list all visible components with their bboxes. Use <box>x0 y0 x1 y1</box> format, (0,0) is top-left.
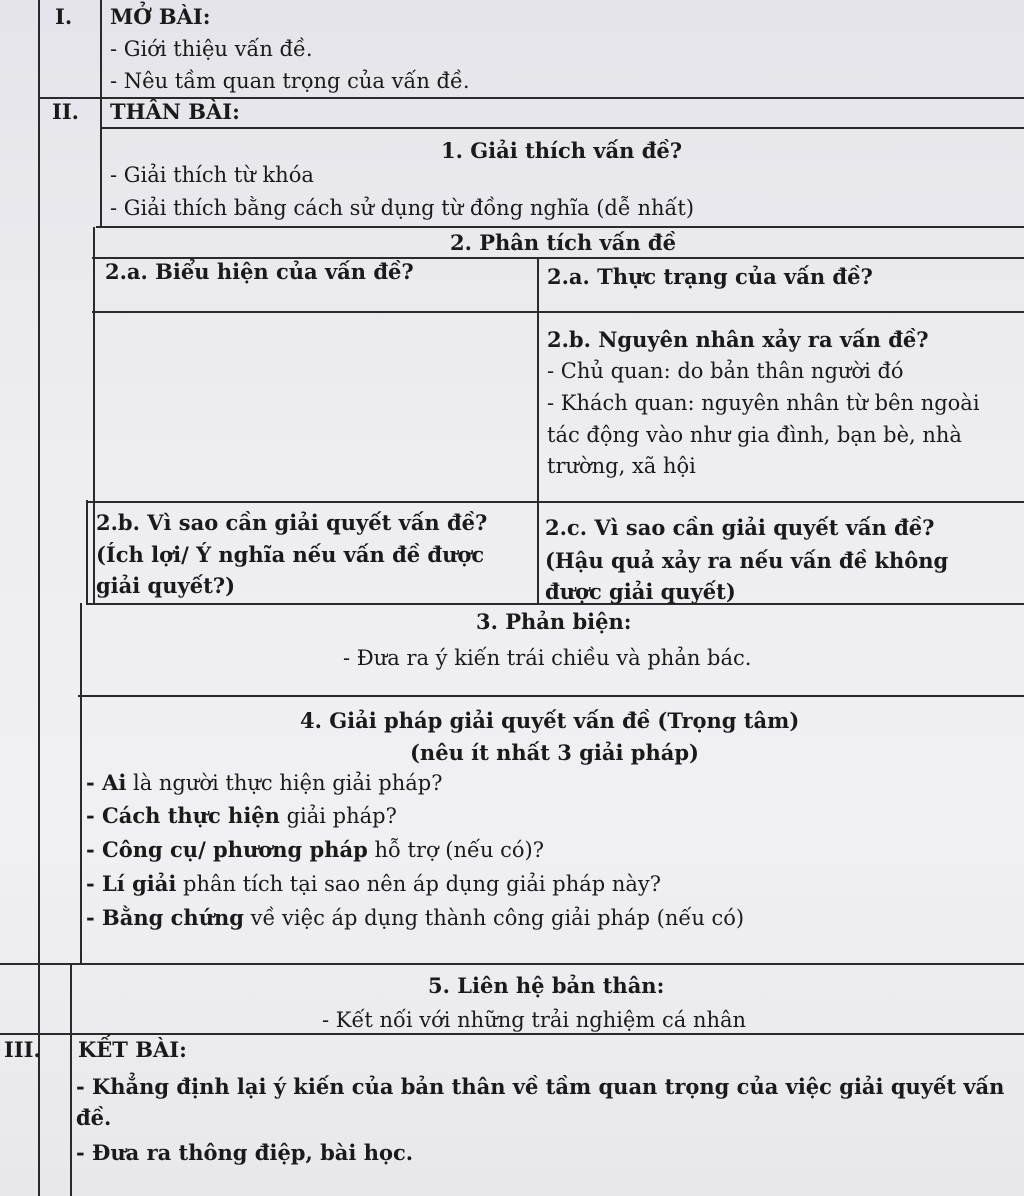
list-item: - Cách thực hiện giải pháp? <box>86 803 397 828</box>
part-heading: 3. Phản biện: <box>476 609 632 634</box>
cell-heading: 2.b. Vì sao cần giải quyết vấn đề? <box>96 510 488 535</box>
list-item: - Ai là người thực hiện giải pháp? <box>86 770 443 795</box>
part-heading: 2. Phân tích vấn đề <box>450 230 676 255</box>
cell-text: tác động vào như gia đình, bạn bè, nhà <box>547 423 962 447</box>
list-item: - Giải thích bằng cách sử dụng từ đồng nghĩa (dễ nhất) <box>110 196 695 220</box>
list-item: - Giới thiệu vấn đề. <box>110 37 313 61</box>
section-title: MỞ BÀI: <box>110 4 211 29</box>
divider <box>100 127 1024 129</box>
part-text: - Đưa ra ý kiến trái chiều và phản bác. <box>343 646 752 670</box>
section-title: THÂN BÀI: <box>110 99 240 124</box>
part-heading: 4. Giải pháp giải quyết vấn đề (Trọng tâm) <box>300 708 800 733</box>
list-item: - Lí giải phân tích tại sao nên áp dụng giải pháp này? <box>86 871 662 896</box>
cell-heading: 2.b. Nguyên nhân xảy ra vấn đề? <box>547 327 929 352</box>
divider <box>537 257 539 603</box>
part-text: - Kết nối với những trải nghiệm cá nhân <box>322 1008 747 1032</box>
part-subheading: (nêu ít nhất 3 giải pháp) <box>410 740 699 765</box>
section-number: II. <box>52 99 79 124</box>
cell-heading: 2.c. Vì sao cần giải quyết vấn đề? <box>545 515 935 540</box>
divider <box>78 695 1024 697</box>
list-item: - Đưa ra thông điệp, bài học. <box>76 1140 414 1165</box>
list-item: - Khẳng định lại ý kiến của bản thân về tầm quan trọng của việc giải quyết vấn <box>76 1074 1005 1099</box>
cell-text: - Chủ quan: do bản thân người đó <box>547 359 904 383</box>
divider <box>70 963 72 1196</box>
list-item: đề. <box>76 1105 112 1130</box>
list-item: - Công cụ/ phương pháp hỗ trợ (nếu có)? <box>86 837 544 862</box>
divider <box>0 963 1024 965</box>
cell-text: được giải quyết) <box>545 579 736 604</box>
divider <box>92 311 1024 313</box>
cell-heading: 2.a. Thực trạng của vấn đề? <box>547 264 873 289</box>
divider <box>38 0 40 1196</box>
cell-text: (Ích lợi/ Ý nghĩa nếu vấn đề được <box>96 542 485 567</box>
divider <box>80 603 82 963</box>
list-item: - Bằng chứng về việc áp dụng thành công giải pháp (nếu có) <box>86 905 745 930</box>
section-number: I. <box>55 4 73 29</box>
cell-text: (Hậu quả xảy ra nếu vấn đề không <box>545 548 949 573</box>
section-title: KẾT BÀI: <box>78 1037 187 1062</box>
section-number: III. <box>4 1037 41 1062</box>
cell-heading: 2.a. Biểu hiện của vấn đề? <box>105 259 414 284</box>
cell-text: trường, xã hội <box>547 454 696 478</box>
cell-text: giải quyết?) <box>96 573 236 598</box>
part-heading: 5. Liên hệ bản thân: <box>428 973 665 998</box>
divider <box>86 501 1024 503</box>
divider <box>100 0 102 227</box>
divider <box>86 500 88 604</box>
divider <box>93 227 95 603</box>
cell-text: - Khách quan: nguyên nhân từ bên ngoài <box>547 391 980 415</box>
list-item: - Giải thích từ khóa <box>110 163 314 187</box>
list-item: - Nêu tầm quan trọng của vấn đề. <box>110 69 470 93</box>
part-heading: 1. Giải thích vấn đề? <box>441 138 683 163</box>
